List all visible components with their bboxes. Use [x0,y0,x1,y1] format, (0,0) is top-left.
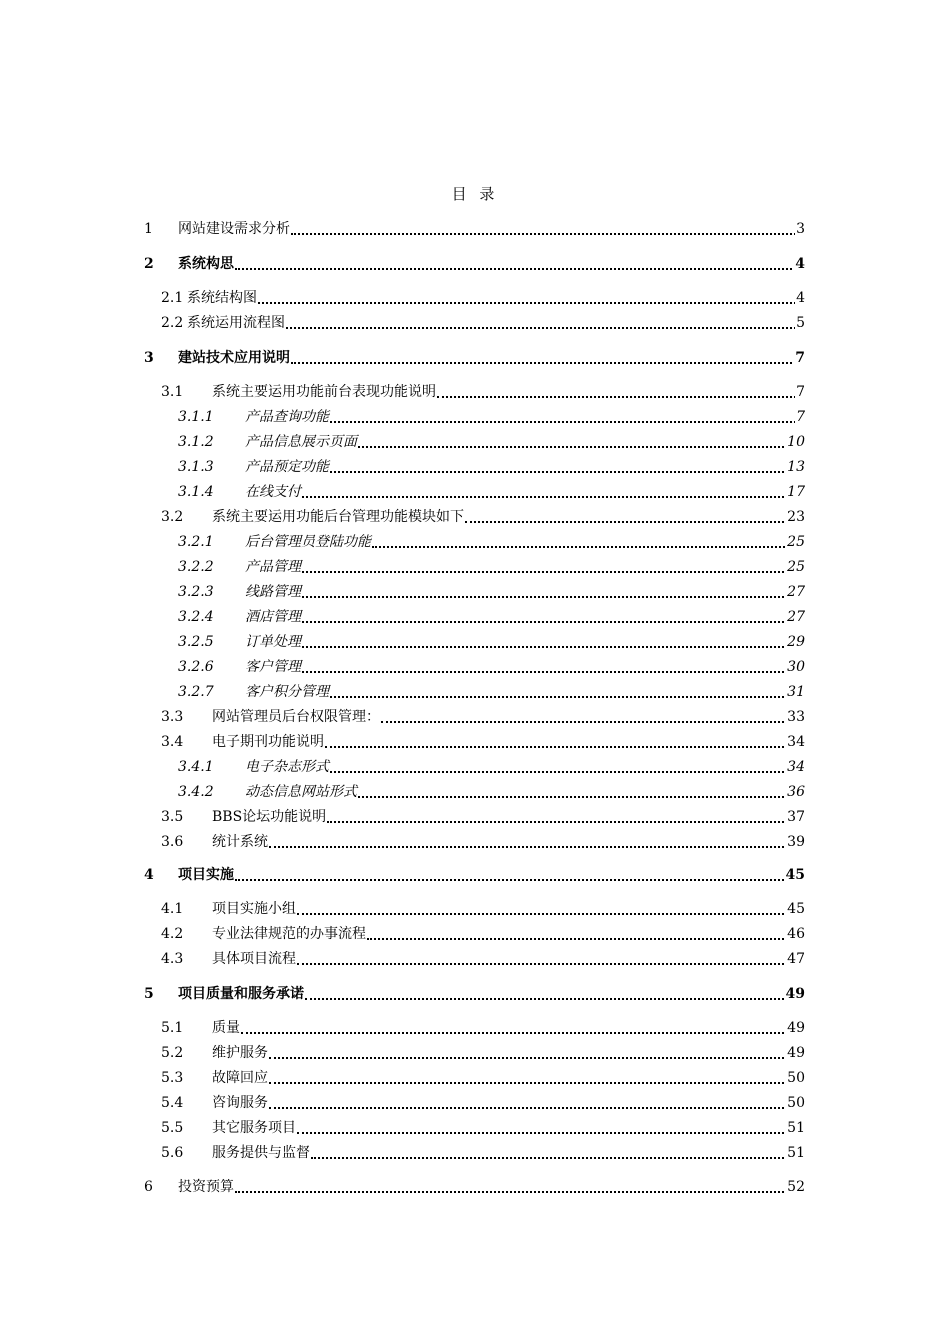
dot-leader [330,471,800,473]
toc-entry-label: 项目实施小组 [212,898,297,920]
toc-entry-label: 其它服务项目 [212,1117,297,1139]
toc-entry-number: 3.4.1 [178,759,214,775]
toc-entry-number: 4.2 [161,926,184,942]
toc-entry[interactable] [0,781,950,803]
dot-leader [241,1032,800,1034]
toc-entry-number: 4.1 [161,901,184,917]
dot-leader [311,1157,800,1159]
dot-leader [286,327,800,329]
toc-entry-number: 5.2 [161,1045,184,1061]
dot-leader [437,396,800,398]
toc-entry-page: 51 [786,1142,805,1164]
toc-entry-label: 系统运用流程图 [187,312,286,334]
toc-entry-label: 系统构思 [178,253,235,275]
toc-entry-label: 维护服务 [212,1042,269,1064]
toc-entry[interactable] [0,456,950,478]
toc-entry-label: 统计系统 [212,831,269,853]
dot-leader [381,721,800,723]
toc-entry-label: 投资预算 [178,1176,235,1198]
toc-entry-label: BBS论坛功能说明 [212,806,327,828]
toc-entry-page: 13 [786,456,805,478]
dot-leader [269,1057,800,1059]
toc-entry-page: 27 [786,606,805,628]
toc-entry-page: 7 [795,381,805,403]
dot-leader [291,362,800,364]
toc-entry-number: 2.1 [161,290,184,306]
toc-entry-label: 在线支付 [245,481,302,503]
toc-entry-page: 29 [786,631,805,653]
toc-entry[interactable] [0,506,950,528]
dot-leader [302,621,800,623]
toc-entry-label: 订单处理 [245,631,302,653]
toc-entry-label: 咨询服务 [212,1092,269,1114]
toc-entry[interactable] [0,481,950,503]
toc-entry-page: 34 [786,731,805,753]
toc-entry-label: 专业法律规范的办事流程 [212,923,367,945]
toc-entry-page: 34 [786,756,805,778]
toc-entry-page: 25 [786,556,805,578]
toc-entry[interactable] [0,406,950,428]
toc-entry[interactable] [0,287,950,309]
toc-entry-number: 5.4 [161,1095,184,1111]
toc-entry-label: 后台管理员登陆功能 [245,531,372,553]
dot-leader [330,771,800,773]
toc-entry-label: 质量 [212,1017,241,1039]
toc-entry[interactable] [0,347,950,369]
toc-entry[interactable] [0,1117,950,1139]
toc-entry-label: 具体项目流程 [212,948,297,970]
toc-entry[interactable] [0,1092,950,1114]
toc-entry[interactable] [0,218,950,240]
toc-entry-page: 17 [786,481,805,503]
toc-entry-label: 网站建设需求分析 [178,218,291,240]
toc-entry-number: 4.3 [161,951,184,967]
toc-entry[interactable] [0,581,950,603]
toc-entry-label: 故障回应 [212,1067,269,1089]
toc-entry[interactable] [0,253,950,275]
toc-entry-page: 45 [786,898,805,920]
toc-entry-number: 5.3 [161,1070,184,1086]
dot-leader [302,571,800,573]
toc-entry-page: 46 [786,923,805,945]
toc-entry-page: 39 [786,831,805,853]
toc-entry[interactable] [0,1017,950,1039]
toc-entry[interactable] [0,706,950,728]
toc-entry-label: 网站管理员后台权限管理： [212,706,381,728]
toc-entry-label: 电子杂志形式 [245,756,330,778]
toc-entry-number: 5 [144,986,154,1002]
toc-entry[interactable] [0,1176,950,1198]
toc-entry[interactable] [0,656,950,678]
toc-entry-page: 47 [786,948,805,970]
toc-entry-page: 37 [786,806,805,828]
toc-entry[interactable] [0,948,950,970]
toc-entry-page: 33 [786,706,805,728]
toc-entry-number: 3.2.3 [178,584,214,600]
toc-entry[interactable] [0,631,950,653]
toc-entry-number: 5.1 [161,1020,184,1036]
dot-leader [269,1107,800,1109]
toc-entry-label: 产品预定功能 [245,456,330,478]
toc-entry-label: 电子期刊功能说明 [212,731,325,753]
toc-entry-label: 产品管理 [245,556,302,578]
dot-leader [367,938,800,940]
toc-entry[interactable] [0,1067,950,1089]
toc-entry-page: 10 [786,431,805,453]
toc-entry-number: 6 [144,1179,153,1195]
dot-leader [358,796,800,798]
toc-entry[interactable] [0,381,950,403]
toc-entry-label: 系统主要运用功能前台表现功能说明 [212,381,437,403]
dot-leader [297,963,800,965]
toc-entry-page: 45 [785,864,805,886]
dot-leader [302,596,800,598]
toc-entry-number: 3.1.1 [178,409,214,425]
toc-entry-number: 3.6 [161,834,184,850]
toc-entry-page: 5 [795,312,805,334]
toc-entry-number: 2.2 [161,315,184,331]
dot-leader [297,913,800,915]
toc-entry-page: 23 [786,506,805,528]
toc-entry-page: 7 [795,406,805,428]
dot-leader [302,646,800,648]
toc-entry-page: 30 [786,656,805,678]
toc-entry-label: 服务提供与监督 [212,1142,311,1164]
toc-entry-number: 3.2.7 [178,684,214,700]
toc-entry-label: 项目质量和服务承诺 [178,983,305,1005]
toc-entry-page: 52 [786,1176,805,1198]
toc-entry-label: 产品信息展示页面 [245,431,358,453]
toc-entry[interactable] [0,898,950,920]
dot-leader [327,821,800,823]
dot-leader [372,546,800,548]
toc-entry[interactable] [0,606,950,628]
toc-entry-number: 3.5 [161,809,184,825]
toc-entry-label: 系统结构图 [187,287,258,309]
toc-entry-page: 7 [794,347,805,369]
dot-leader [358,446,800,448]
toc-entry[interactable] [0,1042,950,1064]
toc-entry-number: 3.1.3 [178,459,214,475]
toc-entry[interactable] [0,831,950,853]
dot-leader [465,521,800,523]
toc-entry-number: 3.1.2 [178,434,214,450]
toc-entry-label: 客户积分管理 [245,681,330,703]
toc-entry[interactable] [0,806,950,828]
toc-entry-page: 25 [786,531,805,553]
dot-leader [305,998,800,1000]
toc-entry[interactable] [0,756,950,778]
toc-entry[interactable] [0,731,950,753]
toc-entry-number: 3 [144,350,154,366]
toc-title: 目 录 [451,185,499,203]
toc-entry-page: 4 [794,253,805,275]
toc-entry-page: 50 [786,1067,805,1089]
dot-leader [325,746,800,748]
toc-entry-number: 3.2.1 [178,534,214,550]
toc-entry[interactable] [0,864,950,886]
toc-entry-number: 5.5 [161,1120,184,1136]
toc-entry-page: 51 [786,1117,805,1139]
toc-entry[interactable] [0,1142,950,1164]
toc-entry[interactable] [0,556,950,578]
toc-entry-page: 49 [786,1017,805,1039]
dot-leader [258,302,800,304]
toc-entry-number: 3.3 [161,709,184,725]
dot-leader [291,233,800,235]
toc-entry[interactable] [0,312,950,334]
dot-leader [297,1132,800,1134]
toc-entry-number: 3.2.6 [178,659,214,675]
dot-leader [235,1191,800,1193]
toc-entry-page: 49 [785,983,805,1005]
toc-entry-number: 4 [144,867,154,883]
toc-entry-page: 27 [786,581,805,603]
toc-entry-page: 31 [786,681,805,703]
dot-leader [235,879,800,881]
toc-entry-page: 3 [795,218,805,240]
toc-entry[interactable] [0,531,950,553]
toc-entry-label: 客户管理 [245,656,302,678]
dot-leader [302,496,800,498]
toc-entry-number: 3.2 [161,509,184,525]
toc-entry-number: 3.1 [161,384,184,400]
toc-entry-number: 3.2.4 [178,609,214,625]
toc-entry-number: 3.2.5 [178,634,214,650]
toc-entry-label: 产品查询功能 [245,406,330,428]
toc-entry-label: 系统主要运用功能后台管理功能模块如下 [212,506,465,528]
toc-entry-page: 36 [786,781,805,803]
toc-entry-page: 50 [786,1092,805,1114]
toc-entry-label: 项目实施 [178,864,235,886]
toc-entry[interactable] [0,983,950,1005]
dot-leader [330,696,800,698]
toc-entry-label: 酒店管理 [245,606,302,628]
dot-leader [269,1082,800,1084]
toc-entry-page: 4 [795,287,805,309]
toc-entry[interactable] [0,681,950,703]
dot-leader [235,268,800,270]
toc-entry-label: 动态信息网站形式 [245,781,358,803]
toc-entry-number: 2 [144,256,154,272]
toc-entry-number: 3.1.4 [178,484,214,500]
dot-leader [302,671,800,673]
toc-entry-number: 3.2.2 [178,559,214,575]
dot-leader [269,846,800,848]
toc-entry-label: 线路管理 [245,581,302,603]
toc-entry-number: 3.4.2 [178,784,214,800]
toc-entry-label: 建站技术应用说明 [178,347,291,369]
toc-entry-page: 49 [786,1042,805,1064]
toc-entry-number: 3.4 [161,734,184,750]
dot-leader [330,421,800,423]
toc-entry[interactable] [0,431,950,453]
toc-entry-number: 1 [144,221,153,237]
toc-entry[interactable] [0,923,950,945]
toc-entry-number: 5.6 [161,1145,184,1161]
